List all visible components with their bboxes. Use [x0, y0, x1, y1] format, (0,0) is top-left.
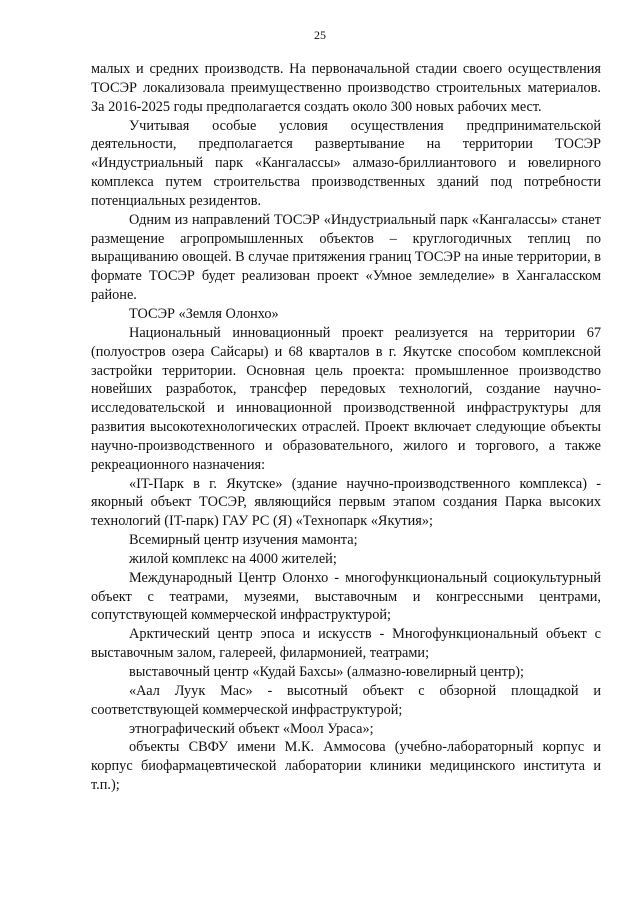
paragraph-5: Национальный инновационный проект реализуется на территории 67 (полуостров озера Сайсары) и 68 кварталов в г. Якутске способом комплексной застройки территории. Основная цель проекта: промышленное производство новейших разработок, трансфер передовых технологий, создание научно-исследовательской и инновационной производственной инфраструктуры для развития высокотехнологических отраслей. Проект включает следующие объекты научно-производственного и образовательного, жилого и торгового, а также рекреационного назначения:: [91, 324, 601, 473]
list-item: «IT-Парк в г. Якутске» (здание научно-производственного комплекса) - якорный объект ТОСЭР, являющийся первым этапом создания Парка высоких технологий (IT-парк) ГАУ РС (Я) «Технопарк «Якутия»;: [91, 475, 601, 530]
paragraph-3: Одним из направлений ТОСЭР «Индустриальный парк «Кангалассы» станет размещение агропромышленных объектов – круглогодичных теплиц по выращиванию овощей. В случае притяжения границ ТОСЭР на иные территории, в формате ТОСЭР будет реализован проект «Умное земледелие» в Хангаласском районе.: [91, 211, 601, 304]
document-body: [91, 60, 601, 795]
list-item: Международный Центр Олонхо - многофункциональный социокультурный объект с театрами, музеями, выставочным и конгрессными центрами, сопутствующей коммерческой инфраструктурой;: [91, 569, 601, 624]
list-item: выставочный центр «Кудай Бахсы» (алмазно-ювелирный центр);: [129, 664, 524, 680]
list-item: «Аал Луук Мас» - высотный объект с обзорной площадкой и соответствующей коммерческой инфраструктурой;: [91, 682, 601, 718]
paragraph-1: малых и средних производств. На первоначальной стадии своего осуществления ТОСЭР локализовала преимущественно производство строительных материалов. За 2016-2025 годы предполагается создать около 300 новых рабочих мест.: [91, 61, 601, 115]
paragraph-2: Учитывая особые условия осуществления предпринимательской деятельности, предполагается развертывание на территории ТОСЭР «Индустриальный парк «Кангалассы» алмазо-бриллиантового и ювелирного комплекса путем строительства производственных зданий под потребности потенциальных резидентов.: [91, 117, 601, 209]
list-item: Всемирный центр изучения мамонта;: [129, 532, 358, 549]
page-number: 25: [314, 28, 326, 42]
section-heading: ТОСЭР «Земля Олонхо»: [129, 305, 279, 322]
list-item: жилой комплекс на 4000 жителей;: [129, 550, 337, 567]
list-item: этнографический объект «Моол Ураса»;: [129, 720, 374, 737]
list-item: объекты СВФУ имени М.К. Аммосова (учебно-лабораторный корпус и корпус биофармацевтической лаборатории клиники медицинского института и т.п.);: [91, 739, 601, 794]
list-item: Арктический центр эпоса и искусств - Многофункциональный объект с выставочным залом, галереей, филармонией, театрами;: [91, 626, 601, 662]
